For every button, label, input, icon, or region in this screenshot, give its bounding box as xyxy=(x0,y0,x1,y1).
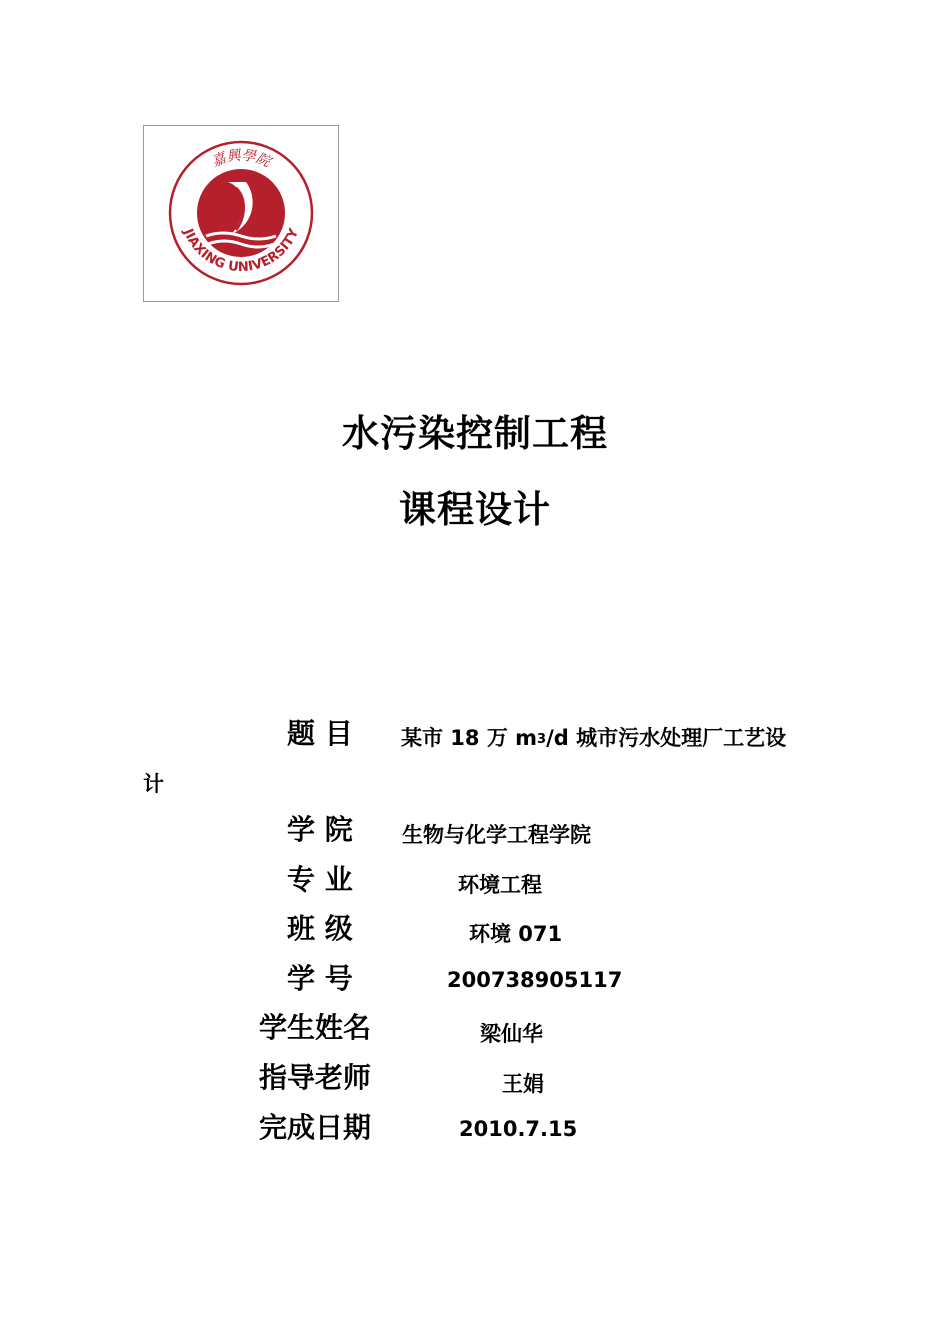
topic-label: 题 目 xyxy=(287,717,353,750)
logo-chinese-name: 嘉興學院 xyxy=(209,147,273,171)
student-name-label: 学生姓名 xyxy=(259,1011,372,1044)
university-logo xyxy=(143,125,339,302)
university-seal-icon xyxy=(166,138,316,288)
course-subtitle: 课程设计 xyxy=(399,488,551,531)
major-value: 环境工程 xyxy=(458,873,542,897)
college-label: 学 院 xyxy=(287,813,353,846)
class-label: 班 级 xyxy=(287,912,353,945)
topic-value-continuation: 计 xyxy=(143,772,164,796)
college-value: 生物与化学工程学院 xyxy=(402,823,591,847)
major-label: 专 业 xyxy=(287,863,353,896)
logo-english-name: JIAXING UNIVERSITY xyxy=(179,226,303,276)
topic-value-main: 某市 18 万 m xyxy=(401,726,538,750)
topic-value-superscript: 3 xyxy=(537,732,547,747)
course-title: 水污染控制工程 xyxy=(342,412,608,455)
completion-date-label: 完成日期 xyxy=(259,1111,372,1144)
completion-date-value: 2010.7.15 xyxy=(459,1117,578,1141)
advisor-label: 指导老师 xyxy=(259,1061,372,1094)
student-id-value: 200738905117 xyxy=(447,968,623,992)
student-name-value: 梁仙华 xyxy=(480,1022,543,1046)
student-id-label: 学 号 xyxy=(287,962,353,995)
topic-value xyxy=(401,722,786,752)
topic-value-rest: /d 城市污水处理厂工艺设 xyxy=(546,726,787,750)
advisor-value: 王娟 xyxy=(502,1072,544,1096)
class-value: 环境 071 xyxy=(469,922,563,946)
